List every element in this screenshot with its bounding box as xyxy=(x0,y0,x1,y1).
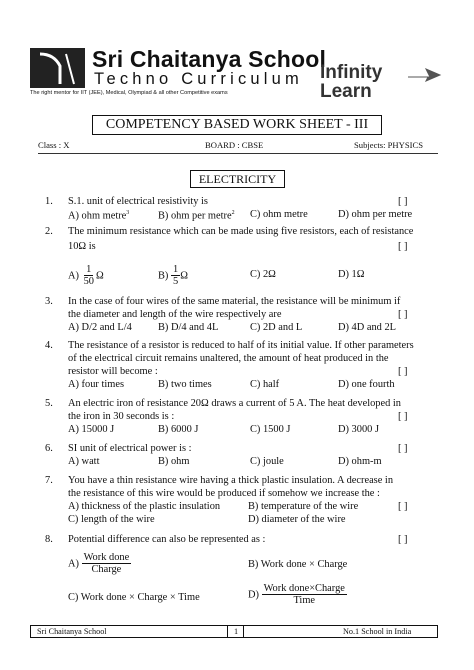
option-b: B) ohm per metre$^2$ xyxy=(158,210,235,222)
option-a: A) watt xyxy=(68,456,100,467)
question-number: 4. xyxy=(45,340,53,351)
option-b: B) $\frac{1}{5}$ Ω xyxy=(158,264,188,288)
answer-bracket: [ ] xyxy=(398,241,408,252)
footer-school: Sri Chaitanya School xyxy=(37,627,107,636)
page-number: 1 xyxy=(234,627,239,636)
option-c: C) length of the wire xyxy=(68,514,155,525)
brand-arrow-icon xyxy=(406,63,442,83)
footer-slogan: No.1 School in India xyxy=(343,627,412,636)
footer-divider xyxy=(227,626,228,637)
option-d: D) ohm-m xyxy=(338,456,382,467)
question-text: You have a thin resistance wire having a thick plastic insulation. A decrease in xyxy=(68,475,394,486)
option-d: D) diameter of the wire xyxy=(248,514,346,525)
option-d: D) 3000 J xyxy=(338,424,379,435)
option-c: C) 2D and L xyxy=(250,322,303,333)
brand-line-2: Learn xyxy=(320,81,372,102)
question-number: 5. xyxy=(45,398,53,409)
option-c: C) 2Ω xyxy=(250,269,276,280)
class-label: Class : X xyxy=(38,140,70,150)
question-number: 1. xyxy=(45,196,53,207)
question-text: the resistance of this wire would be produced if somehow we increase the : xyxy=(68,488,380,499)
option-b: B) ohm xyxy=(158,456,190,467)
option-d: D) 4D and 2L xyxy=(338,322,397,333)
option-d: D) $\frac{\text{Work done×Charge}}{\text{Time}}$ xyxy=(248,583,345,607)
worksheet-title: COMPETENCY BASED WORK SHEET - III xyxy=(92,115,382,135)
option-a: A) D/2 and L/4 xyxy=(68,322,132,333)
footer-divider xyxy=(243,626,244,637)
question-text: The minimum resistance which can be made using five resistors, each of resistance xyxy=(68,226,414,237)
option-b: B) temperature of the wire xyxy=(248,501,359,512)
question-text: the iron in 30 seconds is : xyxy=(68,411,175,422)
option-c: C) Work done × Charge × Time xyxy=(68,592,200,603)
sri-chaitanya-logo-icon xyxy=(30,48,85,88)
question-text: resistor will become : xyxy=(68,366,158,377)
board-label: BOARD : CBSE xyxy=(205,140,264,150)
answer-bracket: [ ] xyxy=(398,366,408,377)
option-d: D) one fourth xyxy=(338,379,395,390)
option-c: C) half xyxy=(250,379,280,390)
question-text: SI unit of electrical power is : xyxy=(68,443,192,454)
option-b: B) D/4 and 4L xyxy=(158,322,219,333)
question-number: 6. xyxy=(45,443,53,454)
subject-label: Subjects: PHYSICS xyxy=(354,140,424,150)
answer-bracket: [ ] xyxy=(398,196,408,207)
header-logo-block xyxy=(30,48,442,106)
option-a: A) ohm metre$^3$ xyxy=(68,210,130,222)
option-b: B) 6000 J xyxy=(158,424,199,435)
option-a: A) $\frac{\text{Work done}}{\text{Charge}}$ xyxy=(68,552,130,576)
option-d: D) ohm per metre xyxy=(338,209,413,220)
question-text: In the case of four wires of the same material, the resistance will be minimum if xyxy=(68,296,401,307)
answer-bracket: [ ] xyxy=(398,309,408,320)
topic-title: ELECTRICITY xyxy=(190,170,285,188)
question-text: The resistance of a resistor is reduced to half of its initial value. If other parameters xyxy=(68,340,414,351)
question-number: 2. xyxy=(45,226,53,237)
answer-bracket: [ ] xyxy=(398,534,408,545)
option-b: B) Work done × Charge xyxy=(248,559,348,570)
answer-bracket: [ ] xyxy=(398,411,408,422)
question-text: An electric iron of resistance 20Ω draws a current of 5 A. The heat developed in xyxy=(68,398,401,409)
school-name: Sri Chaitanya School xyxy=(92,46,327,72)
tagline: The right mentor for IIT (JEE), Medical, Olympiad & all other Competitive exams xyxy=(30,90,228,96)
question-number: 3. xyxy=(45,296,53,307)
option-a: A) four times xyxy=(68,379,124,390)
curriculum-name: Techno Curriculum xyxy=(94,70,303,88)
answer-bracket: [ ] xyxy=(398,443,408,454)
option-a: A) $\frac{1}{50}$ Ω xyxy=(68,264,104,288)
question-text: S.1. unit of electrical resistivity is xyxy=(68,196,208,207)
question-text: 10Ω is xyxy=(68,241,96,252)
option-b: B) two times xyxy=(158,379,212,390)
page-footer xyxy=(30,625,438,638)
option-c: C) 1500 J xyxy=(250,424,291,435)
divider xyxy=(38,153,438,154)
option-d: D) 1Ω xyxy=(338,269,365,280)
option-a: A) thickness of the plastic insulation xyxy=(68,501,221,512)
question-number: 7. xyxy=(45,475,53,486)
question-text: Potential difference can also be represented as : xyxy=(68,534,266,545)
answer-bracket: [ ] xyxy=(398,501,408,512)
question-text: of the electrical circuit remains unaltered, the amount of heat produced in the xyxy=(68,353,389,364)
brand-line-1: Infinity xyxy=(320,62,383,83)
question-text: the diameter and length of the wire respectively are xyxy=(68,309,282,320)
question-number: 8. xyxy=(45,534,53,545)
option-a: A) 15000 J xyxy=(68,424,115,435)
option-c: C) ohm metre xyxy=(250,209,308,220)
option-c: C) joule xyxy=(250,456,284,467)
